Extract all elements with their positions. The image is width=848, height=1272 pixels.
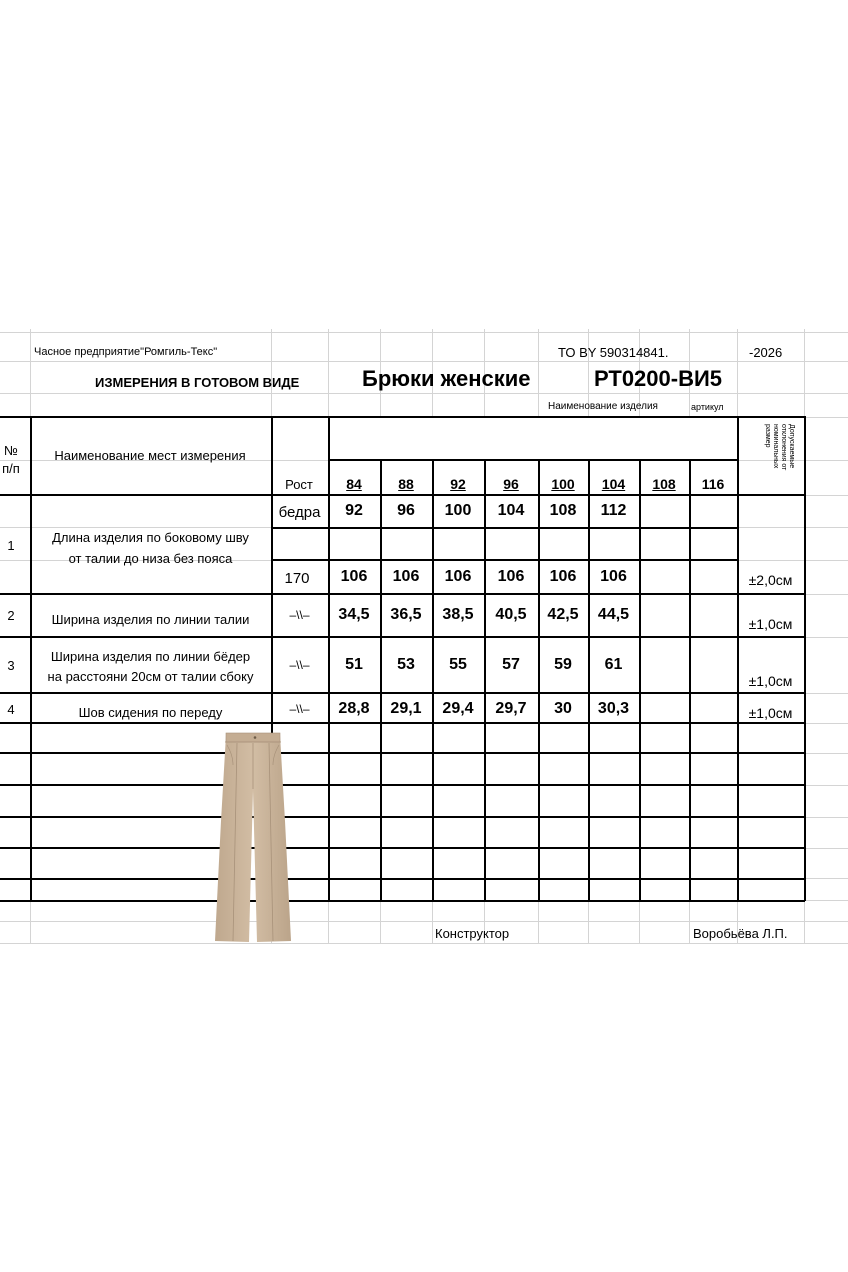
measurement-name: Длина изделия по боковому шву от талии до низа без пояса	[52, 530, 249, 566]
grid-line-h	[0, 332, 848, 333]
size-100: 100	[551, 476, 575, 492]
border-h	[0, 784, 805, 786]
border-h	[0, 593, 805, 595]
tolerance-value: ±1,0см	[748, 705, 793, 721]
measurement-name: Шов сидения по переду	[78, 705, 223, 720]
value-cell: 40,5	[495, 606, 527, 623]
row-label: бедра	[278, 504, 321, 521]
border-h	[0, 636, 805, 638]
value-cell: 106	[600, 568, 627, 585]
value-cell: 29,1	[390, 700, 422, 717]
grid-line-h	[0, 943, 848, 944]
height-header: Рост	[285, 477, 313, 492]
value-cell: 29,7	[495, 700, 527, 717]
grid-line-h	[0, 393, 848, 394]
border-h	[0, 494, 805, 496]
size-108: 108	[652, 476, 676, 492]
header-merge-mask	[538, 418, 540, 459]
designer-name: Воробьёва Л.П.	[693, 926, 788, 941]
value-cell: 104	[497, 502, 525, 519]
value-cell: 108	[549, 502, 577, 519]
standard-code: ТО BY 590314841.	[558, 345, 669, 360]
value-cell: 106	[444, 568, 472, 585]
product-name: Брюки женские	[362, 366, 531, 391]
size-116: 116	[701, 476, 725, 492]
header-merge-mask	[588, 418, 590, 459]
value-cell: 30,3	[597, 700, 630, 717]
border-h	[0, 416, 805, 418]
value-cell: 59	[554, 656, 572, 673]
row-label: –\\–	[289, 702, 310, 716]
border-v	[804, 416, 806, 901]
measurement-name: Ширина изделия по линии талии	[51, 612, 250, 627]
size-104: 104	[601, 476, 626, 492]
tolerance-value: ±1,0см	[748, 673, 793, 689]
row-number-header: № п/п	[2, 443, 20, 476]
value-cell: 28,8	[338, 700, 370, 717]
value-cell: 57	[502, 656, 520, 673]
measurement-name: Ширина изделия по линии бёдер на расстояни 20см от талии сбоку	[47, 649, 254, 684]
section-title: ИЗМЕРЕНИЯ В ГОТОВОМ ВИДЕ	[95, 375, 300, 390]
value-cell: 55	[449, 656, 467, 673]
border-v	[380, 459, 382, 901]
product-name-caption: Наименование изделия	[548, 401, 658, 412]
row-label: –\\–	[289, 608, 310, 622]
header-merge-mask	[689, 418, 691, 459]
header-merge-mask	[380, 418, 382, 459]
size-88: 88	[398, 476, 414, 492]
value-cell: 53	[397, 656, 415, 673]
row-number: 3	[7, 658, 15, 673]
value-cell: 34,5	[338, 606, 370, 623]
measurement-name-header: Наименование мест измерения	[54, 448, 246, 463]
tolerance-header: Допускаемые отклонения от номинальных размер	[764, 424, 795, 471]
row-label: 170	[284, 570, 310, 587]
value-cell: 106	[549, 568, 577, 585]
tolerance-value: ±2,0см	[748, 572, 793, 588]
border-h	[271, 559, 737, 561]
border-h	[0, 878, 805, 880]
row-number: 2	[7, 608, 15, 623]
trousers-image	[211, 731, 295, 947]
border-h	[0, 816, 805, 818]
value-cell: 106	[392, 568, 420, 585]
border-h	[0, 752, 805, 754]
value-cell: 112	[600, 502, 627, 519]
value-cell: 106	[497, 568, 525, 585]
value-cell: 51	[345, 656, 363, 673]
row-number: 1	[7, 538, 15, 553]
designer-caption: Конструктор	[435, 926, 510, 941]
value-cell: 42,5	[547, 606, 579, 623]
header-merge-mask	[639, 418, 641, 459]
grid-line-h	[0, 921, 848, 922]
value-cell: 36,5	[390, 606, 422, 623]
header-merge-mask	[432, 418, 434, 459]
grid-line-h	[0, 361, 848, 362]
value-cell: 100	[444, 502, 472, 519]
border-v	[737, 416, 739, 901]
article-caption: артикул	[691, 402, 724, 412]
row-label: –\\–	[289, 658, 310, 672]
article-number: РТ0200-ВИ5	[594, 366, 723, 391]
value-cell: 96	[397, 502, 415, 519]
value-cell: 44,5	[597, 606, 630, 623]
header-merge-mask	[484, 418, 486, 459]
value-cell: 61	[604, 656, 623, 673]
year: -2026	[749, 345, 783, 360]
row-number: 4	[7, 702, 15, 717]
tolerance-value: ±1,0см	[748, 616, 793, 632]
value-cell: 38,5	[442, 606, 474, 623]
border-h	[328, 459, 737, 461]
size-96: 96	[503, 476, 519, 492]
size-84: 84	[346, 476, 362, 492]
value-cell: 92	[345, 502, 363, 519]
border-h	[0, 847, 805, 849]
size-92: 92	[450, 476, 466, 492]
company-name: Часное предприятие"Ромгиль-Текс"	[34, 346, 218, 358]
value-cell: 106	[340, 568, 368, 585]
border-h	[0, 900, 805, 902]
border-h	[271, 527, 737, 529]
border-h	[0, 692, 805, 694]
value-cell: 29,4	[442, 700, 474, 717]
value-cell: 30	[554, 700, 572, 717]
